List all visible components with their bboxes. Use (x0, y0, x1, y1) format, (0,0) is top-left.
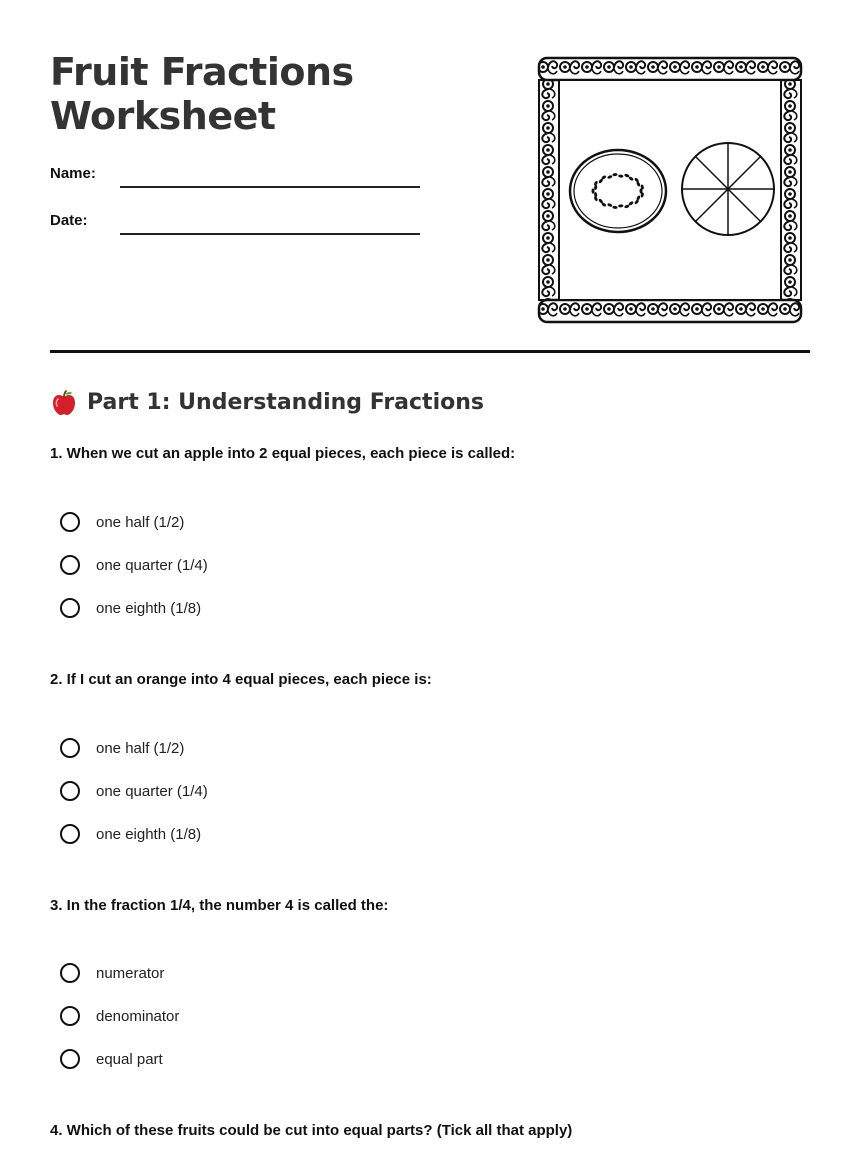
option-label: one eighth (1/8) (96, 825, 202, 843)
name-label: Name: (50, 165, 96, 182)
option-label: one quarter (1/4) (96, 556, 208, 574)
radio-button[interactable] (60, 824, 80, 844)
option-label: one half (1/2) (96, 513, 185, 531)
option-label: equal part (96, 1050, 163, 1068)
option-label: one half (1/2) (96, 739, 185, 757)
apple-icon (50, 389, 78, 417)
q1-option-1[interactable] (60, 509, 184, 535)
pie-fraction-icon (682, 143, 774, 235)
option-label: numerator (96, 964, 165, 982)
fraction-illustration (537, 56, 803, 324)
title-line-2: Worksheet (50, 94, 276, 138)
option-label: one eighth (1/8) (96, 599, 202, 617)
date-label: Date: (50, 212, 88, 229)
option-label: denominator (96, 1007, 180, 1025)
part-1-heading (50, 388, 484, 418)
q2-option-2[interactable] (60, 778, 208, 804)
question-1: 1. When we cut an apple into 2 equal pieces, each piece is called: (50, 445, 516, 462)
radio-button[interactable] (60, 555, 80, 575)
name-field[interactable] (120, 186, 420, 188)
section-divider (50, 350, 810, 353)
q2-option-3[interactable] (60, 821, 201, 847)
radio-button[interactable] (60, 512, 80, 532)
radio-button[interactable] (60, 781, 80, 801)
kiwi-slice-icon (570, 150, 666, 232)
radio-button[interactable] (60, 1006, 80, 1026)
q2-option-1[interactable] (60, 735, 184, 761)
worksheet-title (50, 50, 470, 138)
q1-option-3[interactable] (60, 595, 201, 621)
radio-button[interactable] (60, 1049, 80, 1069)
question-4: 4. Which of these fruits could be cut into equal parts? (Tick all that apply) (50, 1122, 573, 1139)
radio-button[interactable] (60, 963, 80, 983)
radio-button[interactable] (60, 598, 80, 618)
option-label: one quarter (1/4) (96, 782, 208, 800)
question-2: 2. If I cut an orange into 4 equal pieces, each piece is: (50, 671, 432, 688)
part-1-heading-text: Part 1: Understanding Fractions (87, 390, 484, 415)
q3-option-3[interactable] (60, 1046, 163, 1072)
q3-option-2[interactable] (60, 1003, 179, 1029)
q3-option-1[interactable] (60, 960, 164, 986)
q1-option-2[interactable] (60, 552, 208, 578)
radio-button[interactable] (60, 738, 80, 758)
title-line-1: Fruit Fractions (50, 50, 354, 94)
date-field[interactable] (120, 233, 420, 235)
question-3: 3. In the fraction 1/4, the number 4 is called the: (50, 897, 389, 914)
